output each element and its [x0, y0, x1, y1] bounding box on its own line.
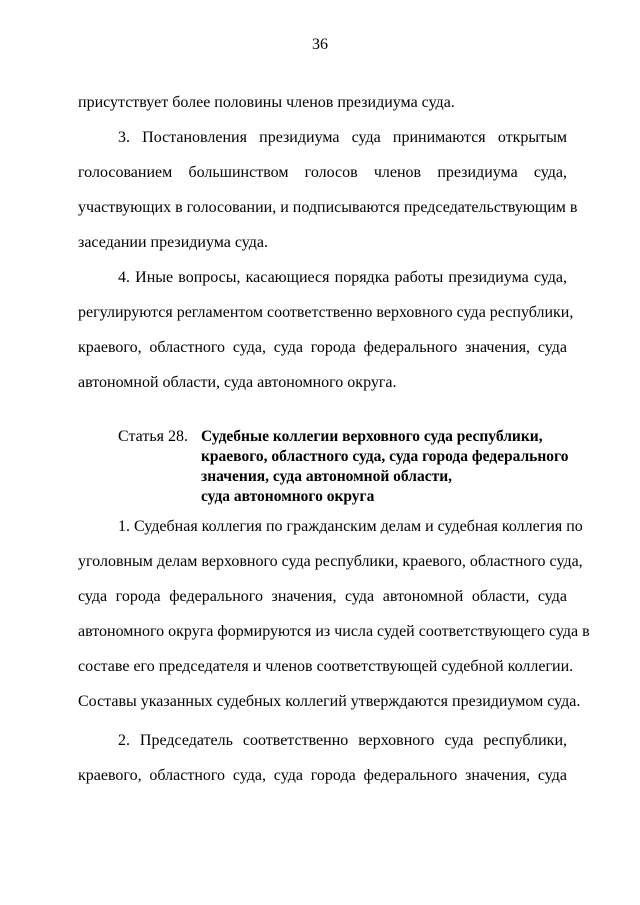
page-number: 36 — [312, 36, 328, 53]
body-line: голосованием большинством голосов членов президиума суда, — [78, 164, 567, 181]
article-title-line: Судебные коллегии верховного суда республики, — [201, 428, 543, 445]
body-line: суда города федерального значения, суда автономной области, суда — [78, 588, 567, 605]
body-line: 4. Иные вопросы, касающиеся порядка работы президиума суда, — [118, 269, 567, 286]
body-line: составе его председателя и членов соответствующей судебной коллегии. — [78, 658, 574, 675]
body-line: краевого, областного суда, суда города федерального значения, суда — [78, 339, 567, 356]
body-line: автономного округа формируются из числа судей соответствующего суда в — [78, 623, 590, 640]
body-line: заседании президиума суда. — [78, 234, 269, 251]
body-line: 1. Судебная коллегия по гражданским делам и судебная коллегия по — [118, 518, 583, 535]
body-line: присутствует более половины членов президиума суда. — [78, 94, 455, 111]
article-title-line: краевого, областного суда, суда города федерального — [201, 448, 569, 465]
article-label: Статья 28. — [118, 428, 188, 445]
article-title-line: значения, суда автономной области, — [201, 468, 453, 485]
body-line: 2. Председатель соответственно верховного суда республики, — [118, 732, 567, 749]
article-title-line: суда автономного округа — [201, 488, 375, 505]
body-line: автономной области, суда автономного округа. — [78, 374, 397, 391]
body-line: Составы указанных судебных коллегий утверждаются президиумом суда. — [78, 693, 581, 710]
body-line: 3. Постановления президиума суда принимаются открытым — [118, 129, 567, 146]
body-line: уголовным делам верховного суда республики, краевого, областного суда, — [78, 553, 583, 570]
body-line: участвующих в голосовании, и подписываются председательствующим в — [78, 199, 578, 216]
body-line: регулируются регламентом соответственно верховного суда республики, — [78, 304, 574, 321]
body-line: краевого, областного суда, суда города федерального значения, суда — [78, 767, 567, 784]
